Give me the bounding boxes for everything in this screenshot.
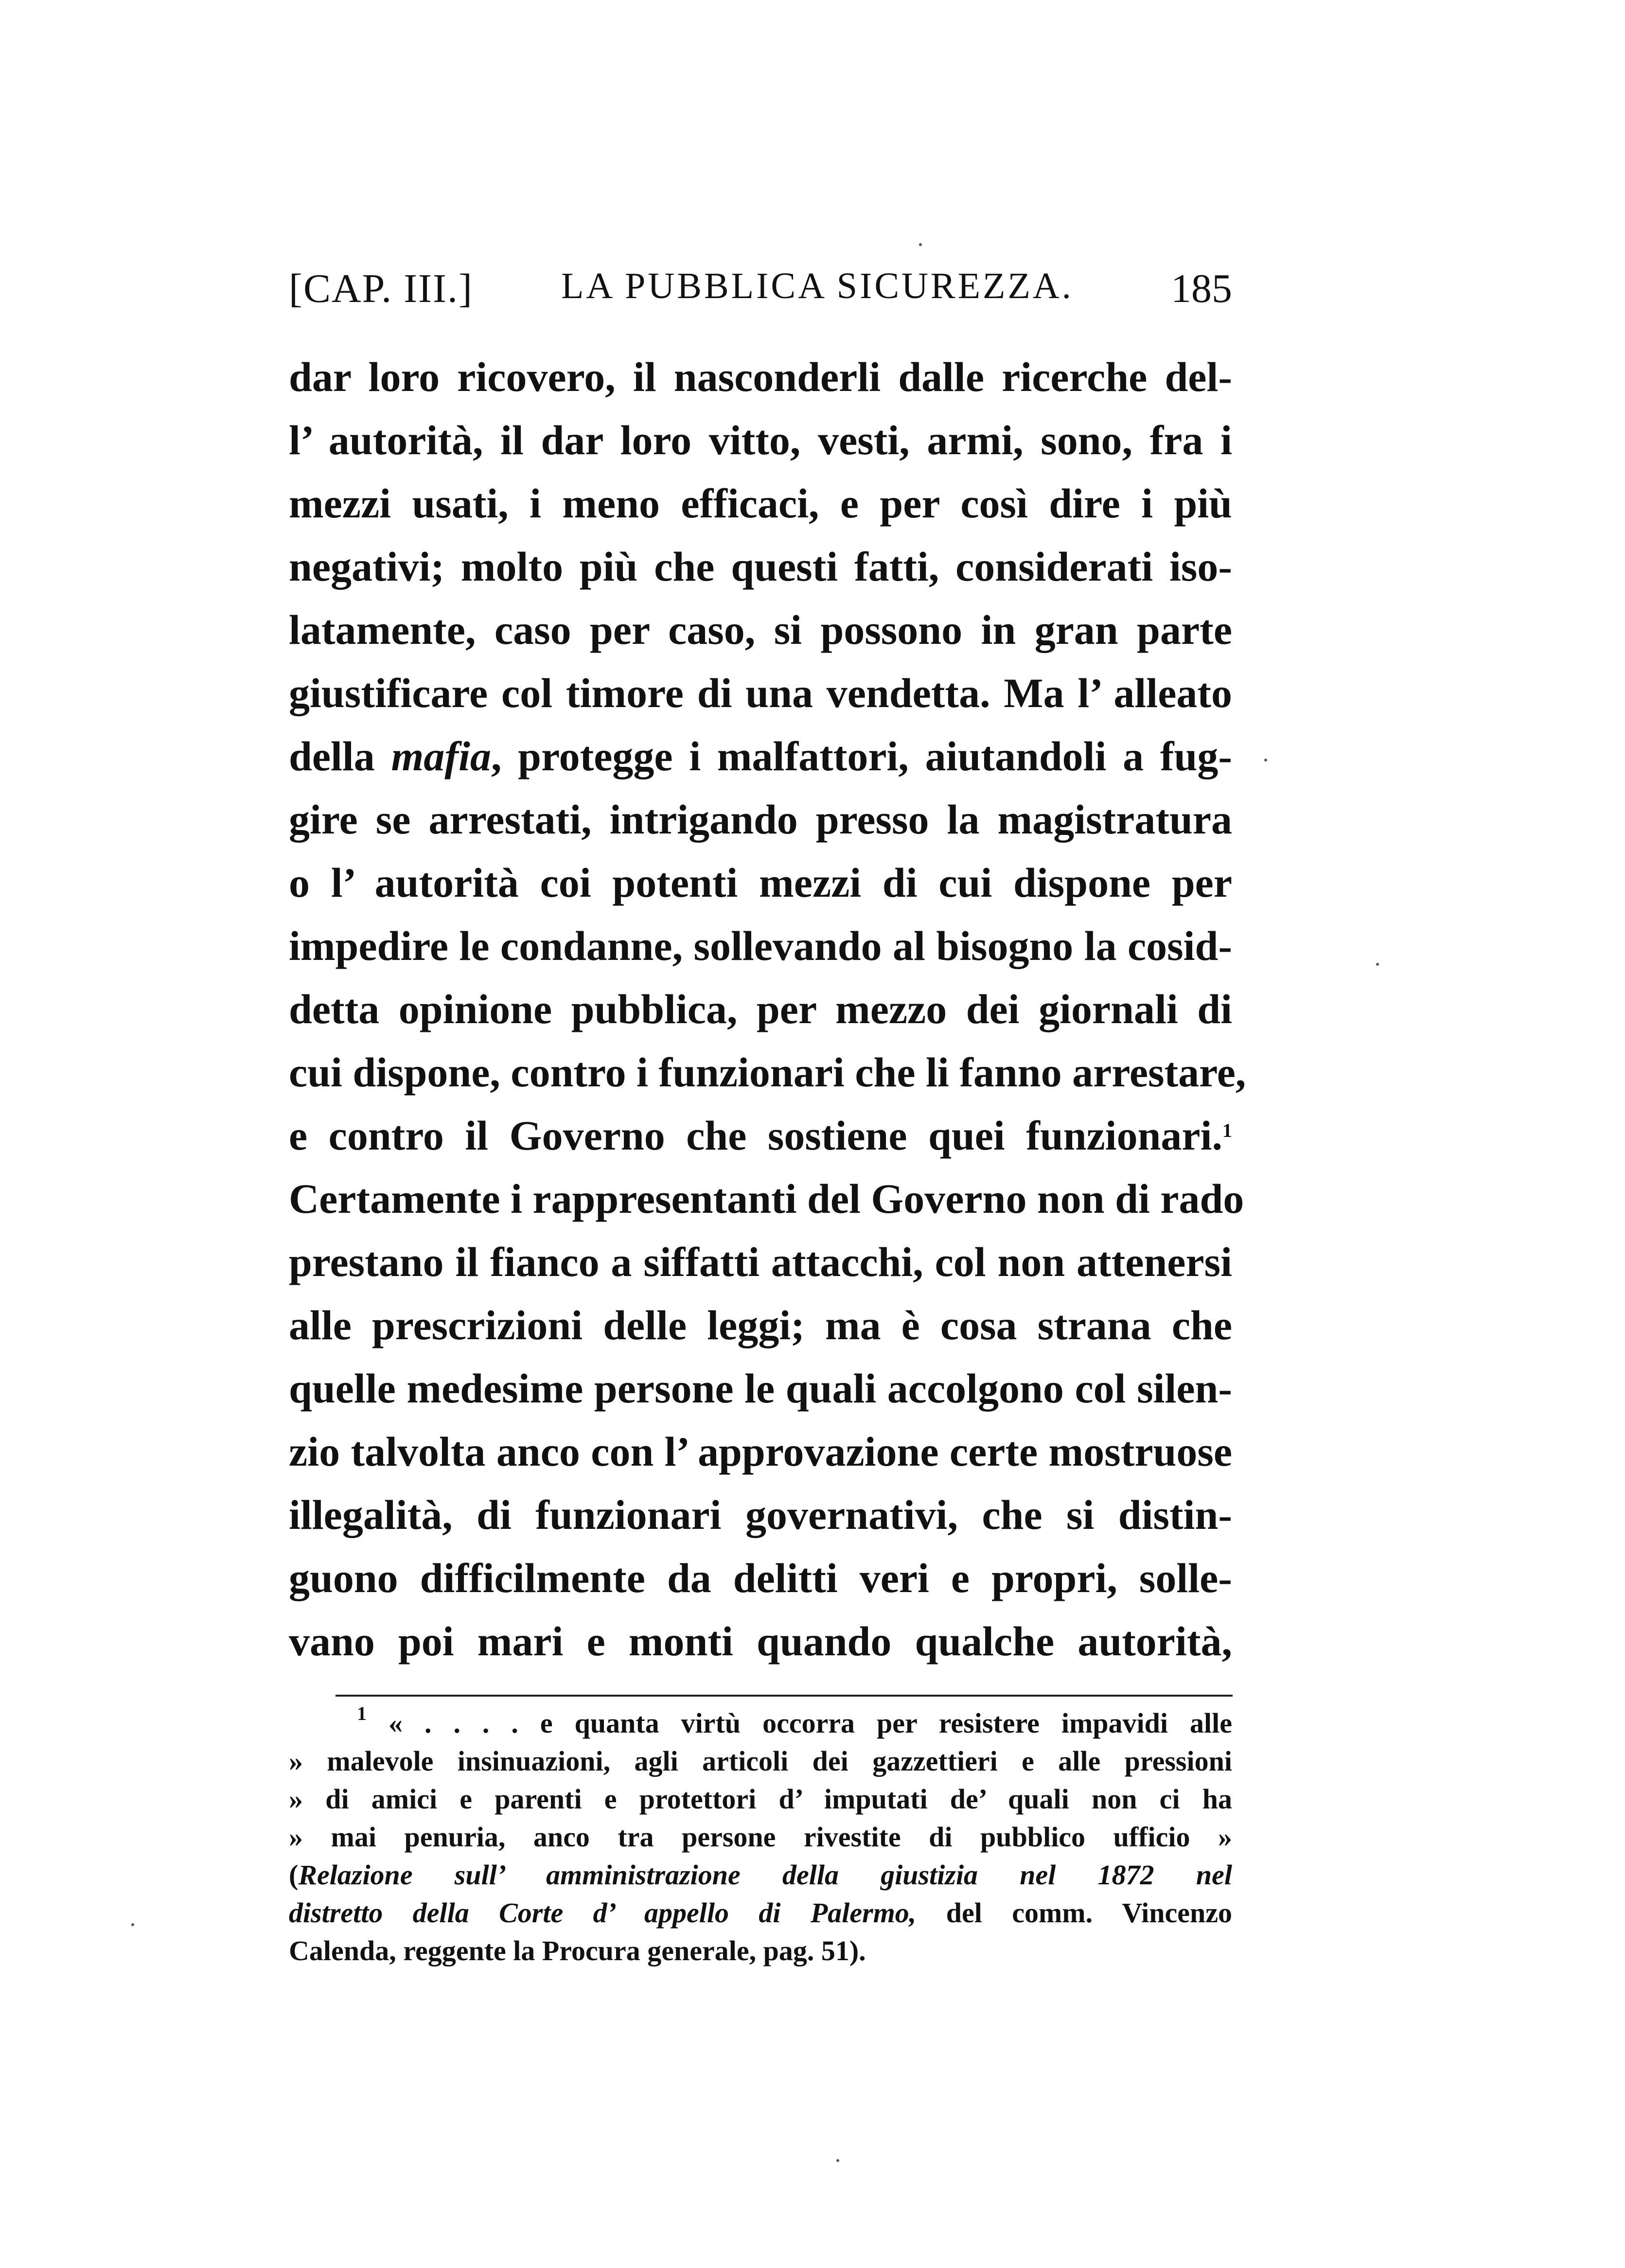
body-line xyxy=(289,1104,1232,1167)
body-line: illegalità, di funzionari governativi, che si distin- xyxy=(289,1491,1232,1538)
footnote-line xyxy=(289,1894,1232,1932)
footnote-divider xyxy=(336,1695,1233,1697)
footnote-line: » di amici e parenti e protettori d’ imputati de’ quali non ci ha xyxy=(289,1783,1232,1815)
footnote-line xyxy=(289,1856,1232,1894)
footnote-line: » malevole insinuazioni, agli articoli dei gazzettieri e alle pressioni xyxy=(289,1745,1232,1777)
footnote-text: del comm. Vincenzo xyxy=(916,1897,1232,1929)
body-line: zio talvolta anco con l’ approvazione certe mostruose xyxy=(289,1428,1232,1475)
citation-title: distretto della Corte d’ appello di Palermo, xyxy=(289,1897,917,1929)
footnote xyxy=(289,1704,1232,1970)
scan-speck xyxy=(919,243,922,246)
body-line: prestano il fianco a siffatti attacchi, col non attenersi xyxy=(289,1239,1232,1285)
body-text-run: , protegge i malfattori, aiutandoli a fug- xyxy=(491,733,1232,780)
body-line: impedire le condanne, sollevando al bisogno la cosid- xyxy=(289,922,1232,969)
italic-term: mafia xyxy=(391,733,491,780)
body-line: gire se arrestati, intrigando presso la magistratura xyxy=(289,796,1232,843)
footnote-line: » mai penuria, anco tra persone rivestite di pubblico ufficio » xyxy=(289,1821,1232,1853)
body-text-run: della xyxy=(289,733,391,780)
chapter-label: [CAP. III.] xyxy=(289,266,473,311)
body-text xyxy=(289,345,1246,1673)
footnote-reference: 1 xyxy=(1222,1119,1232,1141)
body-line: o l’ autorità coi potenti mezzi di cui dispone per xyxy=(289,859,1232,906)
scan-speck xyxy=(1264,759,1267,762)
body-line: quelle medesime persone le quali accolgono col silen- xyxy=(289,1365,1232,1412)
body-line: mezzi usati, i meno efficaci, e per così dire i più xyxy=(289,480,1232,527)
body-line: vano poi mari e monti quando qualche autorità, xyxy=(289,1618,1232,1665)
body-line: detta opinione pubblica, per mezzo dei giornali di xyxy=(289,986,1232,1032)
citation-title: Relazione sull’ amministrazione della giustizia nel 1872 nel xyxy=(298,1859,1232,1891)
body-text-run: e contro il Governo che sostiene quei funzionari. xyxy=(289,1112,1222,1159)
scan-speck xyxy=(836,2159,839,2162)
footnote-text: ( xyxy=(289,1859,299,1891)
body-line: guono difficilmente da delitti veri e propri, solle- xyxy=(289,1555,1232,1601)
footnote-text: « . . . . e quanta virtù occorra per resistere impavidi alle xyxy=(388,1707,1232,1739)
scan-speck xyxy=(1376,963,1379,966)
footnote-line xyxy=(289,1704,1232,1742)
body-line: dar loro ricovero, il nasconderli dalle ricerche del- xyxy=(289,354,1232,400)
page-number: 185 xyxy=(1171,266,1232,311)
body-line: negativi; molto più che questi fatti, considerati iso- xyxy=(289,543,1232,590)
footnote-marker: 1 xyxy=(357,1702,367,1724)
scan-speck xyxy=(131,1923,134,1926)
body-line: l’ autorità, il dar loro vitto, vesti, armi, sono, fra i xyxy=(289,417,1232,463)
body-line xyxy=(289,725,1232,788)
body-line: Certamente i rappresentanti del Governo non di rado xyxy=(289,1175,1244,1222)
body-line: latamente, caso per caso, si possono in gran parte xyxy=(289,606,1232,653)
section-title: LA PUBBLICA SICUREZZA. xyxy=(561,266,1074,306)
body-line: alle prescrizioni delle leggi; ma è cosa strana che xyxy=(289,1302,1232,1348)
body-line: giustificare col timore di una vendetta. Ma l’ alleato xyxy=(289,670,1232,716)
footnote-line: Calenda, reggente la Procura generale, pag. 51). xyxy=(289,1935,866,1967)
running-head xyxy=(289,265,1232,319)
body-line: cui dispone, contro i funzionari che li fanno arrestare, xyxy=(289,1049,1246,1096)
